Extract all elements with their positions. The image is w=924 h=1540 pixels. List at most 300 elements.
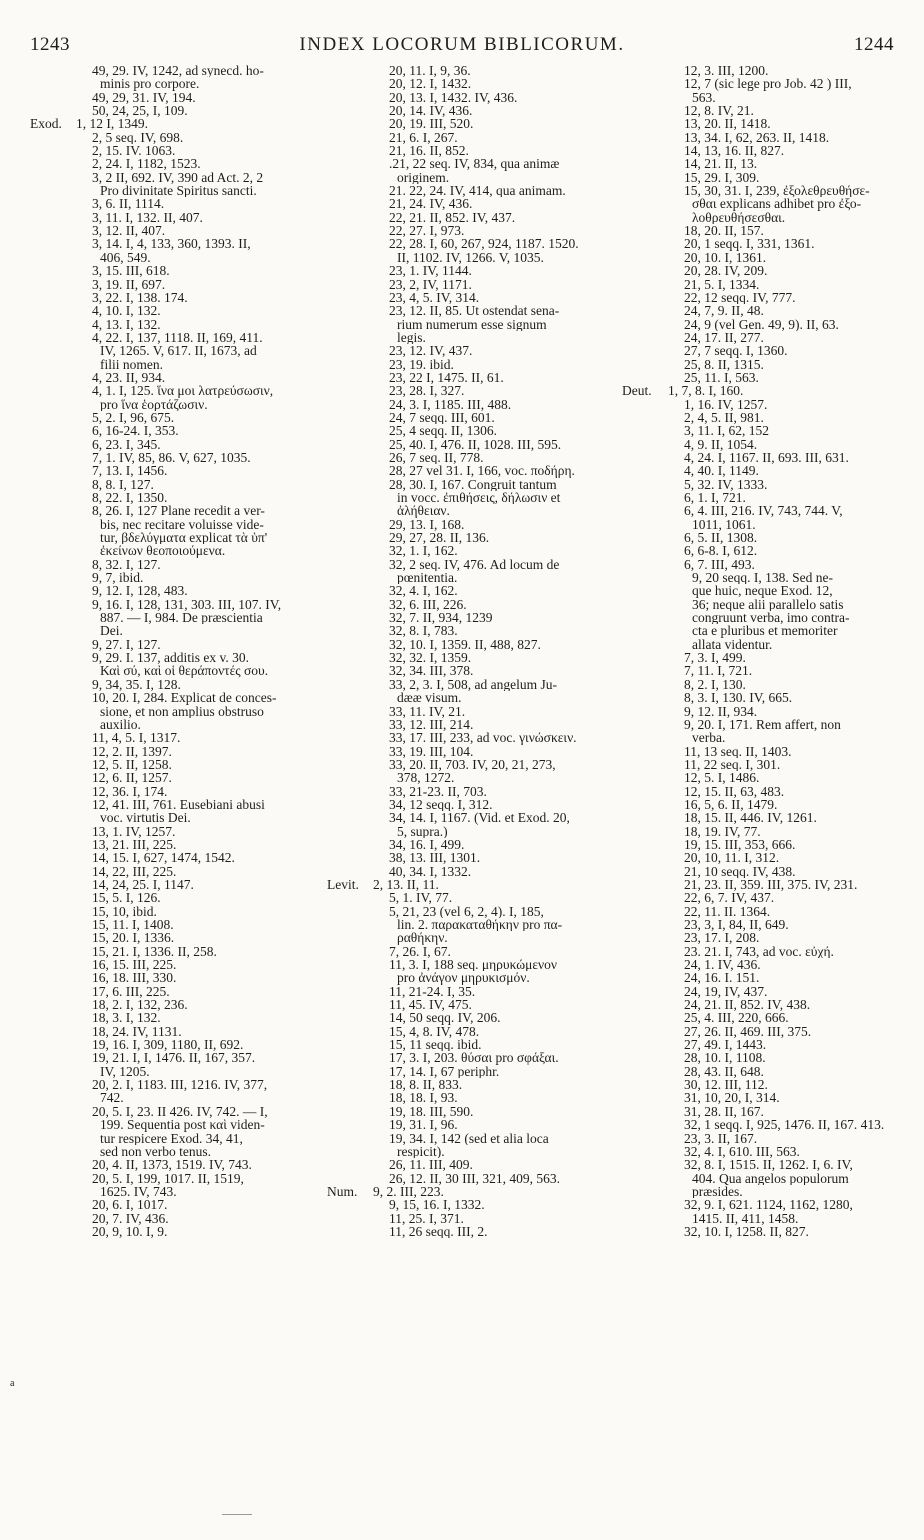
index-entry-line: [622, 1011, 890, 1024]
index-entry-line: [622, 1145, 890, 1158]
entry-text: 24, 3. I, 1185. III, 488.: [389, 397, 512, 411]
index-entry-line: [327, 117, 595, 130]
entry-text: 8, 3. I, 130. IV, 665.: [684, 691, 793, 705]
index-entry-line: [30, 117, 298, 130]
index-entry-line: [622, 1105, 890, 1118]
entry-text: 30, 12. III, 112.: [684, 1078, 768, 1092]
index-entry-line: [30, 491, 298, 504]
entry-text: 21, 16. II, 852.: [389, 144, 469, 158]
index-entry-line: [622, 1172, 890, 1185]
index-entry-line: [30, 838, 298, 851]
index-entry-line: [622, 318, 890, 331]
index-entry-line: [30, 384, 298, 397]
entry-text: 8, 8. I, 127.: [92, 477, 154, 491]
index-entry-line: [622, 664, 890, 677]
book-label: Num.: [327, 1184, 358, 1199]
entry-text: 19, 16. I, 309, 1180, II, 692.: [92, 1038, 244, 1052]
entry-text: Pro divinitate Spiritus sancti.: [100, 184, 257, 198]
index-entry-line: [30, 1011, 298, 1024]
index-entry-line: [30, 931, 298, 944]
entry-text: 21, 23. II, 359. III, 375. IV, 231.: [684, 877, 858, 892]
entry-text: λοθρευθήσεσθαι.: [692, 210, 786, 225]
entry-text: 14, 22, III, 225.: [92, 864, 177, 878]
index-entry-line: [622, 464, 890, 477]
index-entry-line: [327, 411, 595, 424]
entry-text: 20, 4. II, 1373, 1519. IV, 743.: [92, 1158, 252, 1172]
index-entry-line: [327, 544, 595, 557]
entry-text: 23, 4, 5. IV, 314.: [389, 290, 480, 305]
entry-text: 2, 24. I, 1182, 1523.: [92, 157, 201, 171]
index-entry-line: [30, 478, 298, 491]
index-entry-line: [622, 825, 890, 838]
index-entry-line: [622, 64, 890, 77]
entry-text: IV, 1205.: [100, 1064, 150, 1079]
entry-text: 9, 7, ibid.: [92, 571, 144, 585]
entry-text: 13, 1. IV, 1257.: [92, 824, 176, 838]
entry-text: 33, 2, 3. I, 508, ad angelum Ju-: [389, 677, 557, 692]
entry-text: 4, 13. I, 132.: [92, 317, 161, 331]
index-entry-line: [327, 504, 595, 517]
entry-text: 26, 7 seq. II, 778.: [389, 450, 484, 465]
entry-text: 19, 21. I, I, 1476. II, 167, 357.: [92, 1051, 256, 1065]
index-entry-line: [327, 1105, 595, 1118]
index-entry-line: [327, 1185, 595, 1198]
entry-text: 14, 15. I, 627, 1474, 1542.: [92, 851, 235, 865]
index-entry-line: [327, 371, 595, 384]
index-entry-line: [622, 504, 890, 517]
entry-text: 32, 8. I, 1515. II, 1262. I, 6. IV,: [684, 1158, 853, 1172]
entry-text: 22, 21. II, 852. IV, 437.: [389, 210, 516, 225]
entry-text: 9, 2. III, 223.: [373, 1184, 444, 1199]
entry-text: 32, 32. I, 1359.: [389, 651, 472, 665]
index-entry-line: [327, 731, 595, 744]
index-entry-line: [327, 531, 595, 544]
entry-text: 14, 50 seqq. IV, 206.: [389, 1011, 501, 1025]
entry-text: 11, 22 seq. I, 301.: [684, 757, 781, 772]
entry-text: 19, 34. I, 142 (sed et alia loca: [389, 1131, 549, 1145]
index-entry-line: [622, 1132, 890, 1145]
index-entry-line: [30, 291, 298, 304]
entry-text: 32, 4. I, 162.: [389, 584, 458, 598]
entry-text: 5, 21, 23 (vel 6, 2, 4). I, 185,: [389, 904, 544, 918]
entry-text: 18, 20. II, 157.: [684, 224, 764, 238]
entry-text: 24, 19, IV, 437.: [684, 984, 768, 999]
index-entry-line: [327, 318, 595, 331]
index-entry-line: [327, 771, 595, 784]
index-entry-line: [327, 691, 595, 704]
entry-text: 3, 11. I, 132. II, 407.: [92, 210, 203, 225]
index-entry-line: [327, 1011, 595, 1024]
entry-text: 9, 16. I, 128, 131, 303. III, 107. IV,: [92, 597, 282, 612]
index-entry-line: [622, 291, 890, 304]
entry-text: 38, 13. III, 1301.: [389, 851, 481, 865]
index-entry-line: [327, 1025, 595, 1038]
entry-text: 5, supra.): [397, 824, 448, 838]
page-header: [30, 34, 894, 58]
entry-text: congruunt verba, imo contra-: [692, 611, 850, 625]
entry-text: 19, 18. III, 590.: [389, 1104, 474, 1119]
index-entry-line: [622, 985, 890, 998]
index-entry-line: [622, 411, 890, 424]
index-entry-line: [327, 1091, 595, 1104]
entry-text: 23, 17. I, 208.: [684, 931, 760, 945]
index-entry-line: [30, 584, 298, 597]
entry-text: 3, 14. I, 4, 133, 360, 1393. II,: [92, 237, 251, 251]
index-entry-line: [30, 251, 298, 264]
index-entry-line: [327, 865, 595, 878]
index-entry-line: [30, 264, 298, 277]
entry-text: 6, 1. I, 721.: [684, 491, 746, 505]
index-entry-line: [30, 424, 298, 437]
index-entry-line: [327, 291, 595, 304]
entry-text: 2, 15. IV. 1063.: [92, 144, 176, 158]
index-entry-line: [30, 1078, 298, 1091]
entry-text: 32, 10. I, 1359. II, 488, 827.: [389, 637, 541, 652]
index-entry-line: [327, 785, 595, 798]
index-entry-line: [327, 197, 595, 210]
entry-text: 3, 15. III, 618.: [92, 264, 170, 278]
index-entry-line: [622, 398, 890, 411]
entry-text: 32, 4. I, 610. III, 563.: [684, 1144, 800, 1159]
entry-text: pro ἵνα ἑορτάζωσιν.: [100, 397, 208, 411]
entry-text: 18, 15. II, 446. IV, 1261.: [684, 811, 817, 825]
index-entry-line: [622, 905, 890, 918]
entry-text: 11, 21-24. I, 35.: [389, 984, 476, 999]
book-label: Levit.: [327, 877, 359, 892]
index-entry-line: [327, 104, 595, 117]
index-entry-line: [30, 745, 298, 758]
entry-text: 12, 15. II, 63, 483.: [684, 784, 785, 798]
entry-text: 1011, 1061.: [692, 517, 756, 532]
entry-text: pro ἀνάγον μηρυκισμόν.: [397, 971, 530, 985]
entry-text: sed non verbo tenus.: [100, 1144, 211, 1159]
entry-text: 32, 9. I, 621. 1124, 1162, 1280,: [684, 1198, 853, 1212]
index-entry-line: [327, 958, 595, 971]
index-entry-line: [327, 91, 595, 104]
index-entry-line: [327, 1172, 595, 1185]
entry-text: 25, 4. III, 220, 666.: [684, 1011, 789, 1025]
index-entry-line: [622, 811, 890, 824]
entry-text: 563.: [692, 90, 716, 105]
index-entry-line: [30, 344, 298, 357]
index-entry-line: [30, 1198, 298, 1211]
entry-text: 4, 10. I, 132.: [92, 304, 161, 318]
entry-text: lin. 2. παρακαταθήκην pro πα-: [397, 918, 563, 932]
index-entry-line: [622, 264, 890, 277]
page-number-left: 1243: [30, 34, 70, 55]
index-entry-line: [622, 144, 890, 157]
index-entry-line: [327, 1145, 595, 1158]
entry-text: originem.: [397, 170, 450, 185]
entry-text: 406, 549.: [100, 250, 151, 265]
entry-text: 1, 12 I, 1349.: [76, 117, 148, 131]
entry-text: 32, 8. I, 783.: [389, 624, 458, 638]
index-entry-line: [327, 491, 595, 504]
index-entry-line: [622, 131, 890, 144]
entry-text: 23, 3, I, 84, II, 649.: [684, 918, 789, 932]
index-entry-line: [327, 905, 595, 918]
index-entry-line: [30, 171, 298, 184]
index-entry-line: [30, 598, 298, 611]
index-entry-line: [30, 371, 298, 384]
entry-text: cta e pluribus et memoriter: [692, 624, 838, 638]
entry-text: 23, 1. IV, 1144.: [389, 264, 472, 278]
entry-text: 13, 34. I, 62, 263. II, 1418.: [684, 130, 830, 145]
entry-text: 22, 6, 7. IV, 437.: [684, 891, 775, 905]
entry-text: 18, 24. IV, 1131.: [92, 1024, 182, 1039]
entry-text: 8, 26. I, 127 Plane recedit a ver-: [92, 504, 265, 518]
entry-text: 887. — I, 984. De præscientia: [100, 611, 263, 625]
entry-text: 25, 4 seqq. II, 1306.: [389, 424, 497, 438]
index-entry-line: [327, 184, 595, 197]
entry-text: 12, 41. III, 761. Eusebiani abusi: [92, 797, 265, 812]
entry-text: 4, 23. II, 934.: [92, 370, 166, 385]
index-entry-line: [30, 571, 298, 584]
index-entry-line: [622, 931, 890, 944]
index-entry-line: [30, 144, 298, 157]
index-entry-line: [622, 1198, 890, 1211]
index-entry-line: [30, 971, 298, 984]
entry-text: 24, 17. II, 277.: [684, 330, 764, 345]
entry-text: tur respicere Exod. 34, 41,: [100, 1131, 243, 1145]
index-entry-line: [30, 905, 298, 918]
index-entry-line: [30, 131, 298, 144]
index-entry-line: [30, 304, 298, 317]
entry-text: præsides.: [692, 1184, 743, 1199]
entry-text: 14, 21. II, 13.: [684, 157, 758, 171]
entry-text: 21, 10 seqq. IV, 438.: [684, 864, 796, 878]
index-entry-line: [622, 558, 890, 571]
index-entry-line: [622, 1078, 890, 1091]
entry-text: 32, 2 seq. IV, 476. Ad locum de: [389, 557, 560, 572]
entry-text: 16, 5, 6. II, 1479.: [684, 797, 778, 812]
index-entry-line: [30, 104, 298, 117]
index-entry-line: [622, 798, 890, 811]
entry-text: 378, 1272.: [397, 771, 455, 785]
index-entry-line: [622, 1025, 890, 1038]
entry-text: 2, 5 seq. IV, 698.: [92, 130, 184, 145]
entry-text: 26, 11. III, 409.: [389, 1158, 473, 1172]
index-entry-line: [327, 705, 595, 718]
entry-text: 31, 28. II, 167.: [684, 1104, 764, 1119]
index-entry-line: [327, 64, 595, 77]
entry-text: 20, 10. I, 1361.: [684, 250, 767, 265]
index-entry-line: [30, 678, 298, 691]
index-entry-line: [327, 758, 595, 771]
index-entry-line: [30, 958, 298, 971]
entry-text: 1, 16. IV, 1257.: [684, 397, 768, 411]
index-entry-line: [327, 224, 595, 237]
index-entry-line: [327, 211, 595, 224]
index-entry-line: [327, 424, 595, 437]
index-entry-line: [30, 638, 298, 651]
book-label: Exod.: [30, 117, 62, 131]
entry-text: 32, 6. III, 226.: [389, 597, 467, 612]
index-entry-line: [327, 798, 595, 811]
index-entry-line: [622, 838, 890, 851]
index-entry-line: [327, 1132, 595, 1145]
entry-text: pœnitentia.: [397, 571, 458, 585]
index-entry-line: [622, 1225, 890, 1238]
entry-text: 20, 5. I, 199, 1017. II, 1519,: [92, 1171, 244, 1185]
index-entry-line: [622, 531, 890, 544]
entry-text: 18, 18. I, 93.: [389, 1091, 458, 1105]
entry-text: 17, 14. I, 67 periphr.: [389, 1064, 500, 1079]
index-entry-line: [30, 664, 298, 677]
index-entry-line: [622, 731, 890, 744]
index-entry-line: [327, 1225, 595, 1238]
entry-text: voc. virtutis Dei.: [100, 811, 191, 825]
entry-text: 49, 29, 31. IV, 194.: [92, 90, 196, 105]
index-entry-line: [327, 464, 595, 477]
entry-text: auxilio.: [100, 717, 141, 732]
index-entry-line: [30, 918, 298, 931]
index-entry-line: [30, 1038, 298, 1051]
index-entry-line: [622, 945, 890, 958]
entry-text: 21, 5. I, 1334.: [684, 277, 760, 291]
footer-rule: [222, 1514, 252, 1515]
index-entry-line: [622, 971, 890, 984]
entry-text: 29, 13. I, 168.: [389, 517, 465, 532]
index-entry-line: [30, 237, 298, 250]
index-entry-line: [327, 971, 595, 984]
entry-text: 23, 28. I, 327.: [389, 384, 465, 398]
index-entry-line: [30, 197, 298, 210]
index-entry-line: [327, 251, 595, 264]
entry-text: 21, 6. I, 267.: [389, 130, 458, 145]
entry-text: 24, 16. I. 151.: [684, 971, 760, 985]
entry-text: 15, 30, 31. I, 239, ἐξολεθρευθήσε-: [684, 184, 870, 198]
entry-text: 32, 1 seqq. I, 925, 1476. II, 167. 413.: [684, 1118, 885, 1132]
entry-text: 32, 10. I, 1258. II, 827.: [684, 1224, 809, 1239]
index-entry-line: [30, 211, 298, 224]
entry-text: 11, 45. IV, 475.: [389, 998, 472, 1012]
index-entry-line: [622, 878, 890, 891]
entry-text: 23, 3. II, 167.: [684, 1131, 758, 1145]
index-entry-line: [622, 1065, 890, 1078]
entry-text: 24, 21. II, 852. IV, 438.: [684, 998, 811, 1012]
entry-text: 16, 18. III, 330.: [92, 971, 177, 985]
index-entry-line: [327, 998, 595, 1011]
index-entry-line: [327, 878, 595, 891]
entry-text: 4, 9. II, 1054.: [684, 437, 758, 451]
entry-text: 25, 11. I, 563.: [684, 370, 759, 385]
index-entry-line: [30, 985, 298, 998]
entry-text: 3, 19. II, 697.: [92, 277, 166, 291]
index-entry-line: [30, 464, 298, 477]
entry-text: 11, 26 seqq. III, 2.: [389, 1224, 488, 1239]
index-entry-line: [622, 678, 890, 691]
index-entry-line: [30, 771, 298, 784]
entry-text: .21, 22 seq. IV, 834, qua animæ: [389, 157, 560, 171]
entry-text: 18, 2. I, 132, 236.: [92, 998, 188, 1012]
index-entry-line: [327, 985, 595, 998]
index-entry-line: [30, 1172, 298, 1185]
index-entry-line: [327, 825, 595, 838]
index-entry-line: [30, 558, 298, 571]
entry-text: 2, 13. II, 11.: [373, 877, 439, 892]
index-entry-line: [327, 264, 595, 277]
index-entry-line: [327, 598, 595, 611]
index-entry-line: [327, 678, 595, 691]
index-entry-line: [622, 157, 890, 170]
index-entry-line: [327, 664, 595, 677]
index-entry-line: [622, 344, 890, 357]
entry-text: 23, 2, IV, 1171.: [389, 277, 472, 291]
entry-text: 34, 14. I, 1167. (Vid. et Exod. 20,: [389, 811, 570, 825]
index-entry-line: [30, 825, 298, 838]
index-entry-line: [622, 371, 890, 384]
entry-text: 6, 16-24. I, 353.: [92, 424, 179, 438]
entry-text: tur, βδελύγματα explicat τὰ ὑπ': [100, 531, 268, 545]
index-entry-line: [327, 278, 595, 291]
index-entry-line: [622, 571, 890, 584]
index-entry-line: [622, 211, 890, 224]
index-entry-line: [30, 1065, 298, 1078]
entry-text: 20, 14. IV, 436.: [389, 104, 473, 118]
index-entry-line: [30, 1185, 298, 1198]
page-title: INDEX LOCORUM BIBLICORUM.: [299, 34, 625, 55]
entry-text: 5, 32. IV, 1333.: [684, 477, 768, 491]
index-entry-line: [30, 224, 298, 237]
entry-text: 13, 21. III, 225.: [92, 837, 177, 852]
index-entry-line: [327, 1038, 595, 1051]
index-entry-line: [30, 651, 298, 664]
index-entry-line: [30, 1225, 298, 1238]
entry-text: 27, 49. I, 1443.: [684, 1038, 767, 1052]
entry-text: 28, 27 vel 31. I, 166, voc. ποδήρη.: [389, 464, 575, 478]
index-entry-line: [30, 878, 298, 891]
entry-text: 9, 20. I, 171. Rem affert, non: [684, 717, 841, 732]
index-entry-line: [327, 438, 595, 451]
index-entry-line: [30, 157, 298, 170]
entry-text: ραθήκην.: [397, 931, 448, 945]
index-entry-line: [327, 304, 595, 317]
index-entry-line: [327, 918, 595, 931]
index-entry-line: [327, 131, 595, 144]
entry-text: 12, 5. II, 1258.: [92, 757, 172, 772]
index-entry-line: [327, 851, 595, 864]
entry-text: 18, 3. I, 132.: [92, 1011, 161, 1025]
index-entry-line: [30, 998, 298, 1011]
index-entry-line: [622, 451, 890, 464]
index-entry-line: [327, 838, 595, 851]
entry-text: 15, 4, 8. IV, 478.: [389, 1024, 480, 1039]
index-entry-line: [327, 1198, 595, 1211]
entry-text: 6, 23. I, 345.: [92, 437, 161, 451]
index-entry-line: [327, 384, 595, 397]
index-entry-line: [622, 745, 890, 758]
index-entry-line: [327, 811, 595, 824]
index-entry-line: [622, 104, 890, 117]
entry-text: 20, 10, 11. I, 312.: [684, 851, 780, 865]
index-entry-line: [327, 157, 595, 170]
entry-text: minis pro corpore.: [100, 77, 200, 91]
entry-text: 12, 3. III, 1200.: [684, 64, 769, 78]
entry-text: 9, 29. I. 137, additis ex v. 30.: [92, 651, 249, 665]
entry-text: 36; neque alii parallelo satis: [692, 597, 844, 612]
index-entry-line: [327, 651, 595, 664]
index-entry-line: [622, 304, 890, 317]
entry-text: 26, 12. II, 30 III, 321, 409, 563.: [389, 1171, 560, 1185]
entry-text: 20, 28. IV, 209.: [684, 264, 768, 278]
index-entry-line: [622, 624, 890, 637]
index-entry-line: [30, 811, 298, 824]
entry-text: 7, 13. I, 1456.: [92, 464, 168, 478]
entry-text: 34, 16. I, 499.: [389, 837, 465, 852]
index-entry-line: [30, 278, 298, 291]
entry-text: legis.: [397, 330, 426, 345]
